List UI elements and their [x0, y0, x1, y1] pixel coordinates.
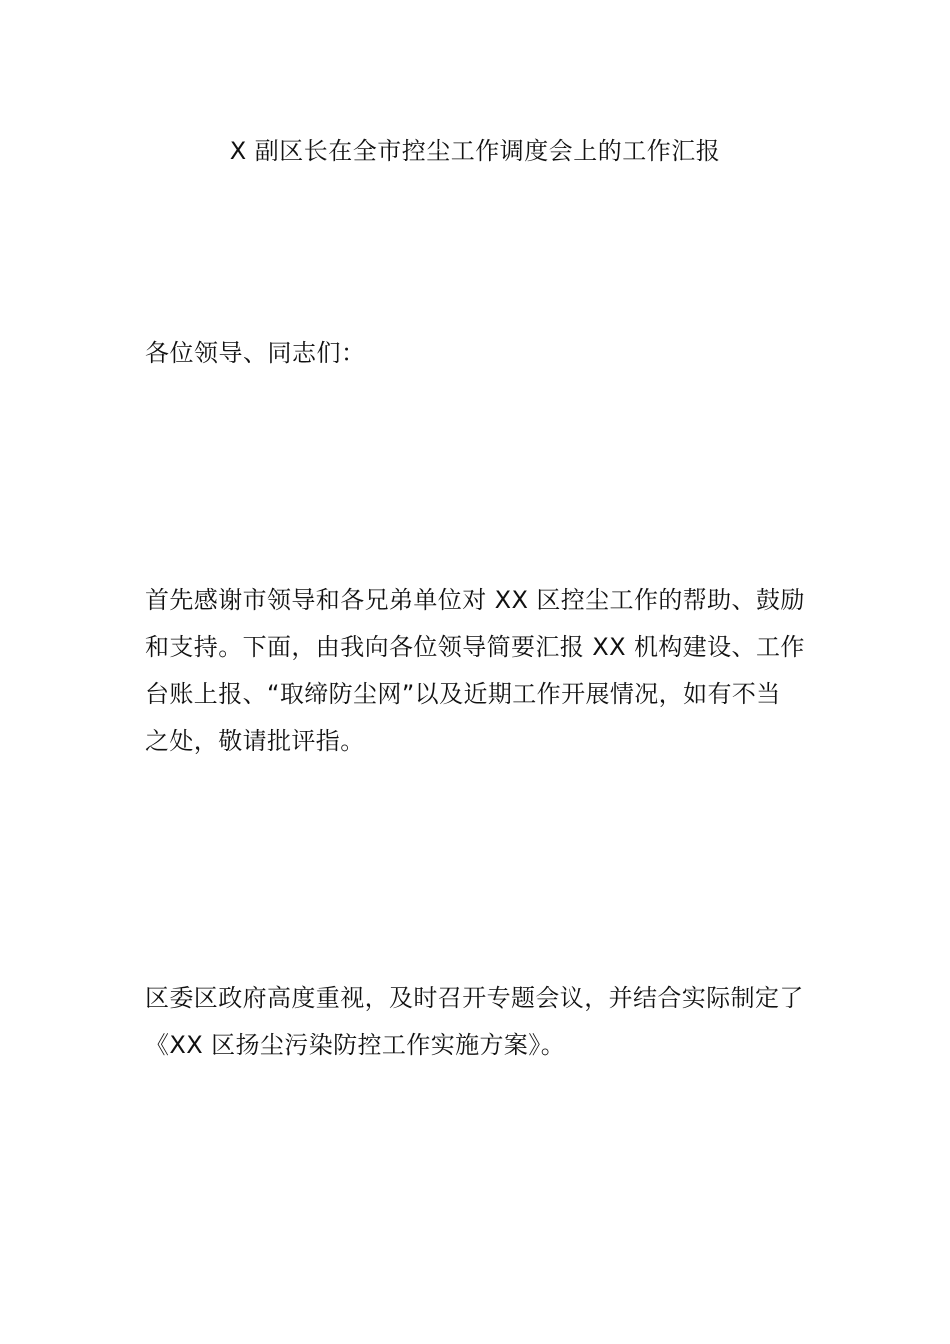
paragraph-1-line-3: 台账上报、“取缔防尘网”以及近期工作开展情况，如有不当: [145, 680, 781, 708]
paragraph-2-line-1: 区委区政府高度重视，及时召开专题会议，并结合实际制定了: [145, 984, 804, 1012]
paragraph-1-line-4: 之处，敬请批评指。: [145, 727, 365, 755]
paragraph-1: [145, 577, 810, 765]
document-title: X 副区长在全市控尘工作调度会上的工作汇报: [229, 137, 721, 165]
salutation: 各位领导、同志们：: [145, 339, 366, 367]
paragraph-1-line-2: 和支持。下面，由我向各位领导简要汇报 XX 机构建设、工作: [145, 633, 805, 661]
paragraph-2-line-2: 《XX 区扬尘污染防控工作实施方案》。: [145, 1031, 566, 1059]
paragraph-2: [145, 975, 810, 1069]
paragraph-1-line-1: 首先感谢市领导和各兄弟单位对 XX 区控尘工作的帮助、鼓励: [145, 586, 805, 614]
